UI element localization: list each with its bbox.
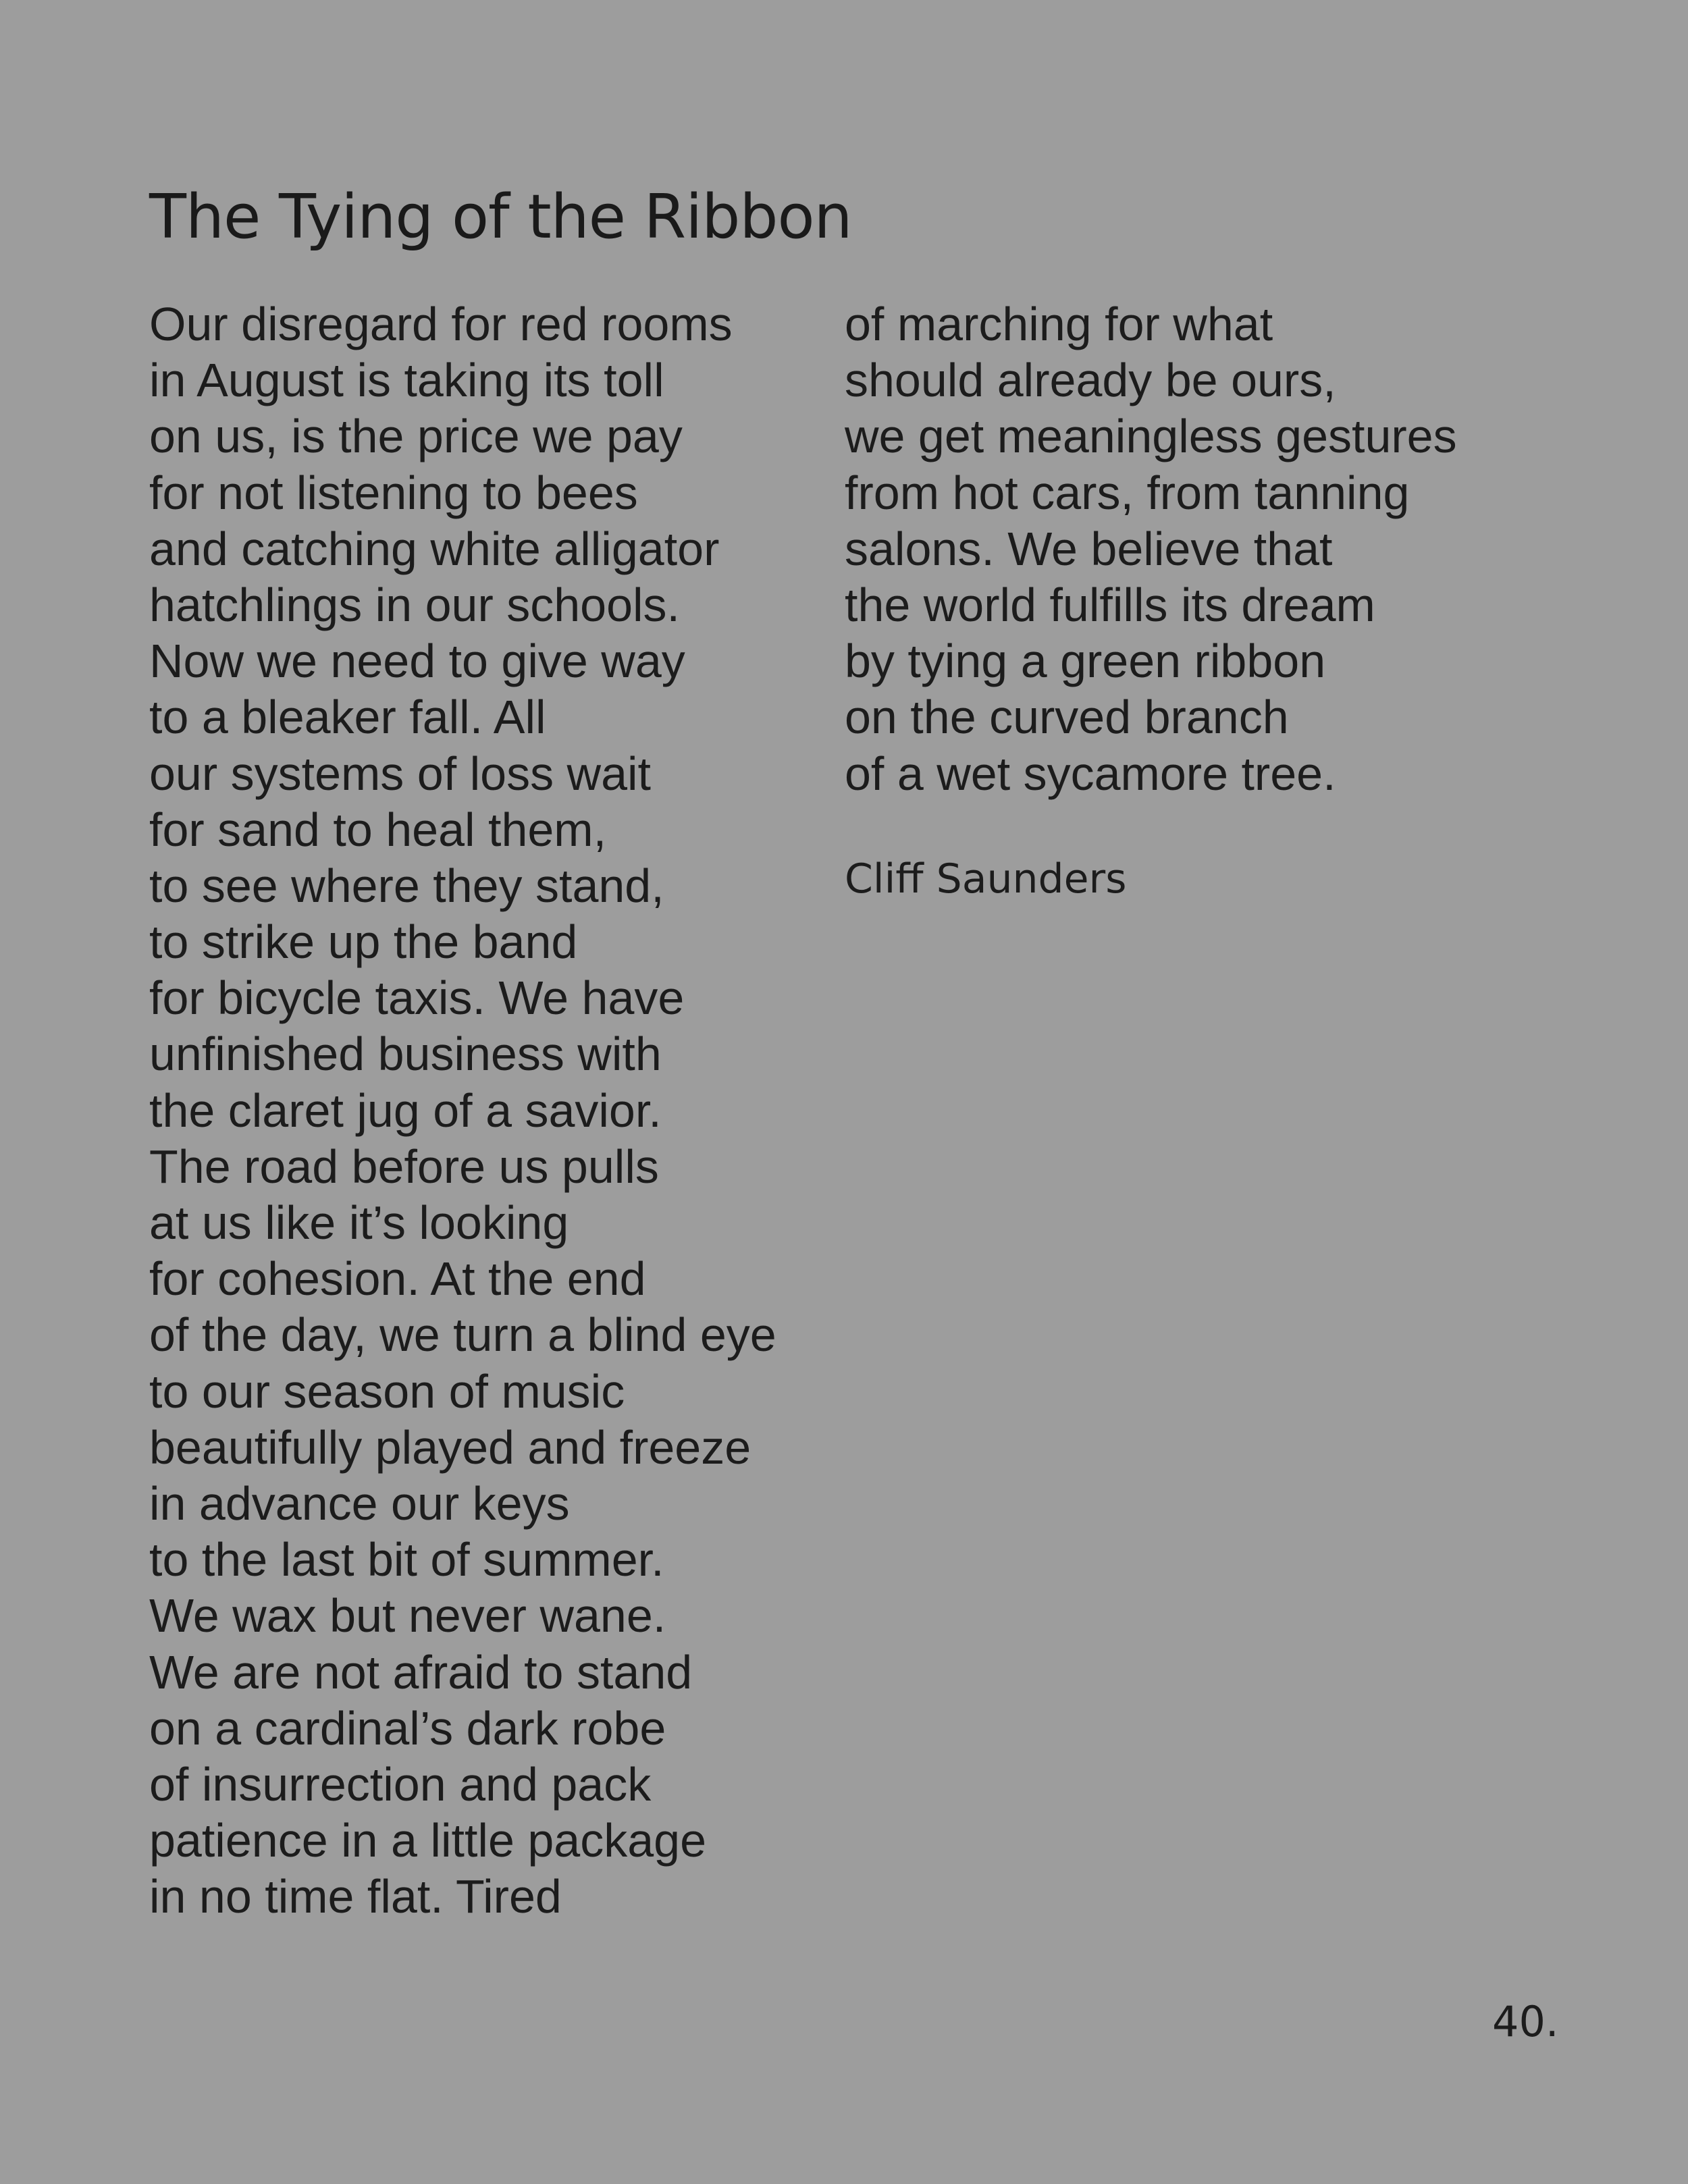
poem-line: of marching for what	[845, 298, 1273, 350]
poem-line: the world fulfills its dream	[845, 578, 1375, 631]
poem-line: on us, is the price we pay	[149, 410, 683, 463]
poem-line: in no time flat. Tired	[149, 1870, 562, 1923]
poem-line: in August is taking its toll	[149, 354, 664, 407]
poem-line: to strike up the band	[149, 915, 578, 969]
poem-line: from hot cars, from tanning	[845, 466, 1410, 519]
poem-line: and catching white alligator	[149, 522, 720, 575]
poem-line: of the day, we turn a blind eye	[149, 1308, 776, 1362]
poem-author: Cliff Saunders	[845, 855, 1127, 903]
poem-line: in advance our keys	[149, 1476, 570, 1530]
poem-line: by tying a green ribbon	[845, 635, 1326, 688]
poem-line: to see where they stand,	[149, 859, 664, 912]
poem-line: at us like it’s looking	[149, 1196, 569, 1249]
poem-line: of insurrection and pack	[149, 1757, 652, 1811]
poem-right-column	[845, 296, 1457, 802]
poem-line: on a cardinal’s dark robe	[149, 1701, 666, 1755]
poem-line: the claret jug of a savior.	[149, 1084, 662, 1137]
poem-line: salons. We believe that	[845, 522, 1333, 575]
poem-line: Now we need to give way	[149, 635, 685, 688]
poem-title: The Tying of the Ribbon	[149, 182, 852, 252]
poem-line: for sand to heal them,	[149, 803, 607, 856]
poem-line: should already be ours,	[845, 354, 1336, 407]
poem-line: beautifully played and freeze	[149, 1420, 751, 1474]
poem-line: unfinished business with	[149, 1028, 662, 1081]
poem-line: for cohesion. At the end	[149, 1252, 646, 1306]
poem-line: to our season of music	[149, 1364, 625, 1418]
poem-line: to a bleaker fall. All	[149, 691, 546, 744]
poem-left-column	[149, 296, 776, 1925]
poem-line: on the curved branch	[845, 691, 1289, 744]
poem-line: Our disregard for red rooms	[149, 298, 733, 350]
poem-line: our systems of loss wait	[149, 747, 651, 800]
poem-line: hatchlings in our schools.	[149, 578, 680, 631]
poem-line: for not listening to bees	[149, 466, 638, 519]
poem-line: patience in a little package	[149, 1814, 706, 1867]
poem-line: to the last bit of summer.	[149, 1533, 664, 1587]
page-number: 40.	[1492, 1997, 1559, 2046]
poem-line: for bicycle taxis. We have	[149, 971, 685, 1025]
poem-line: We wax but never wane.	[149, 1589, 666, 1643]
poem-line: We are not afraid to stand	[149, 1645, 693, 1699]
poem-line: The road before us pulls	[149, 1140, 659, 1193]
poem-line: of a wet sycamore tree.	[845, 747, 1336, 800]
poem-line: we get meaningless gestures	[845, 410, 1457, 463]
